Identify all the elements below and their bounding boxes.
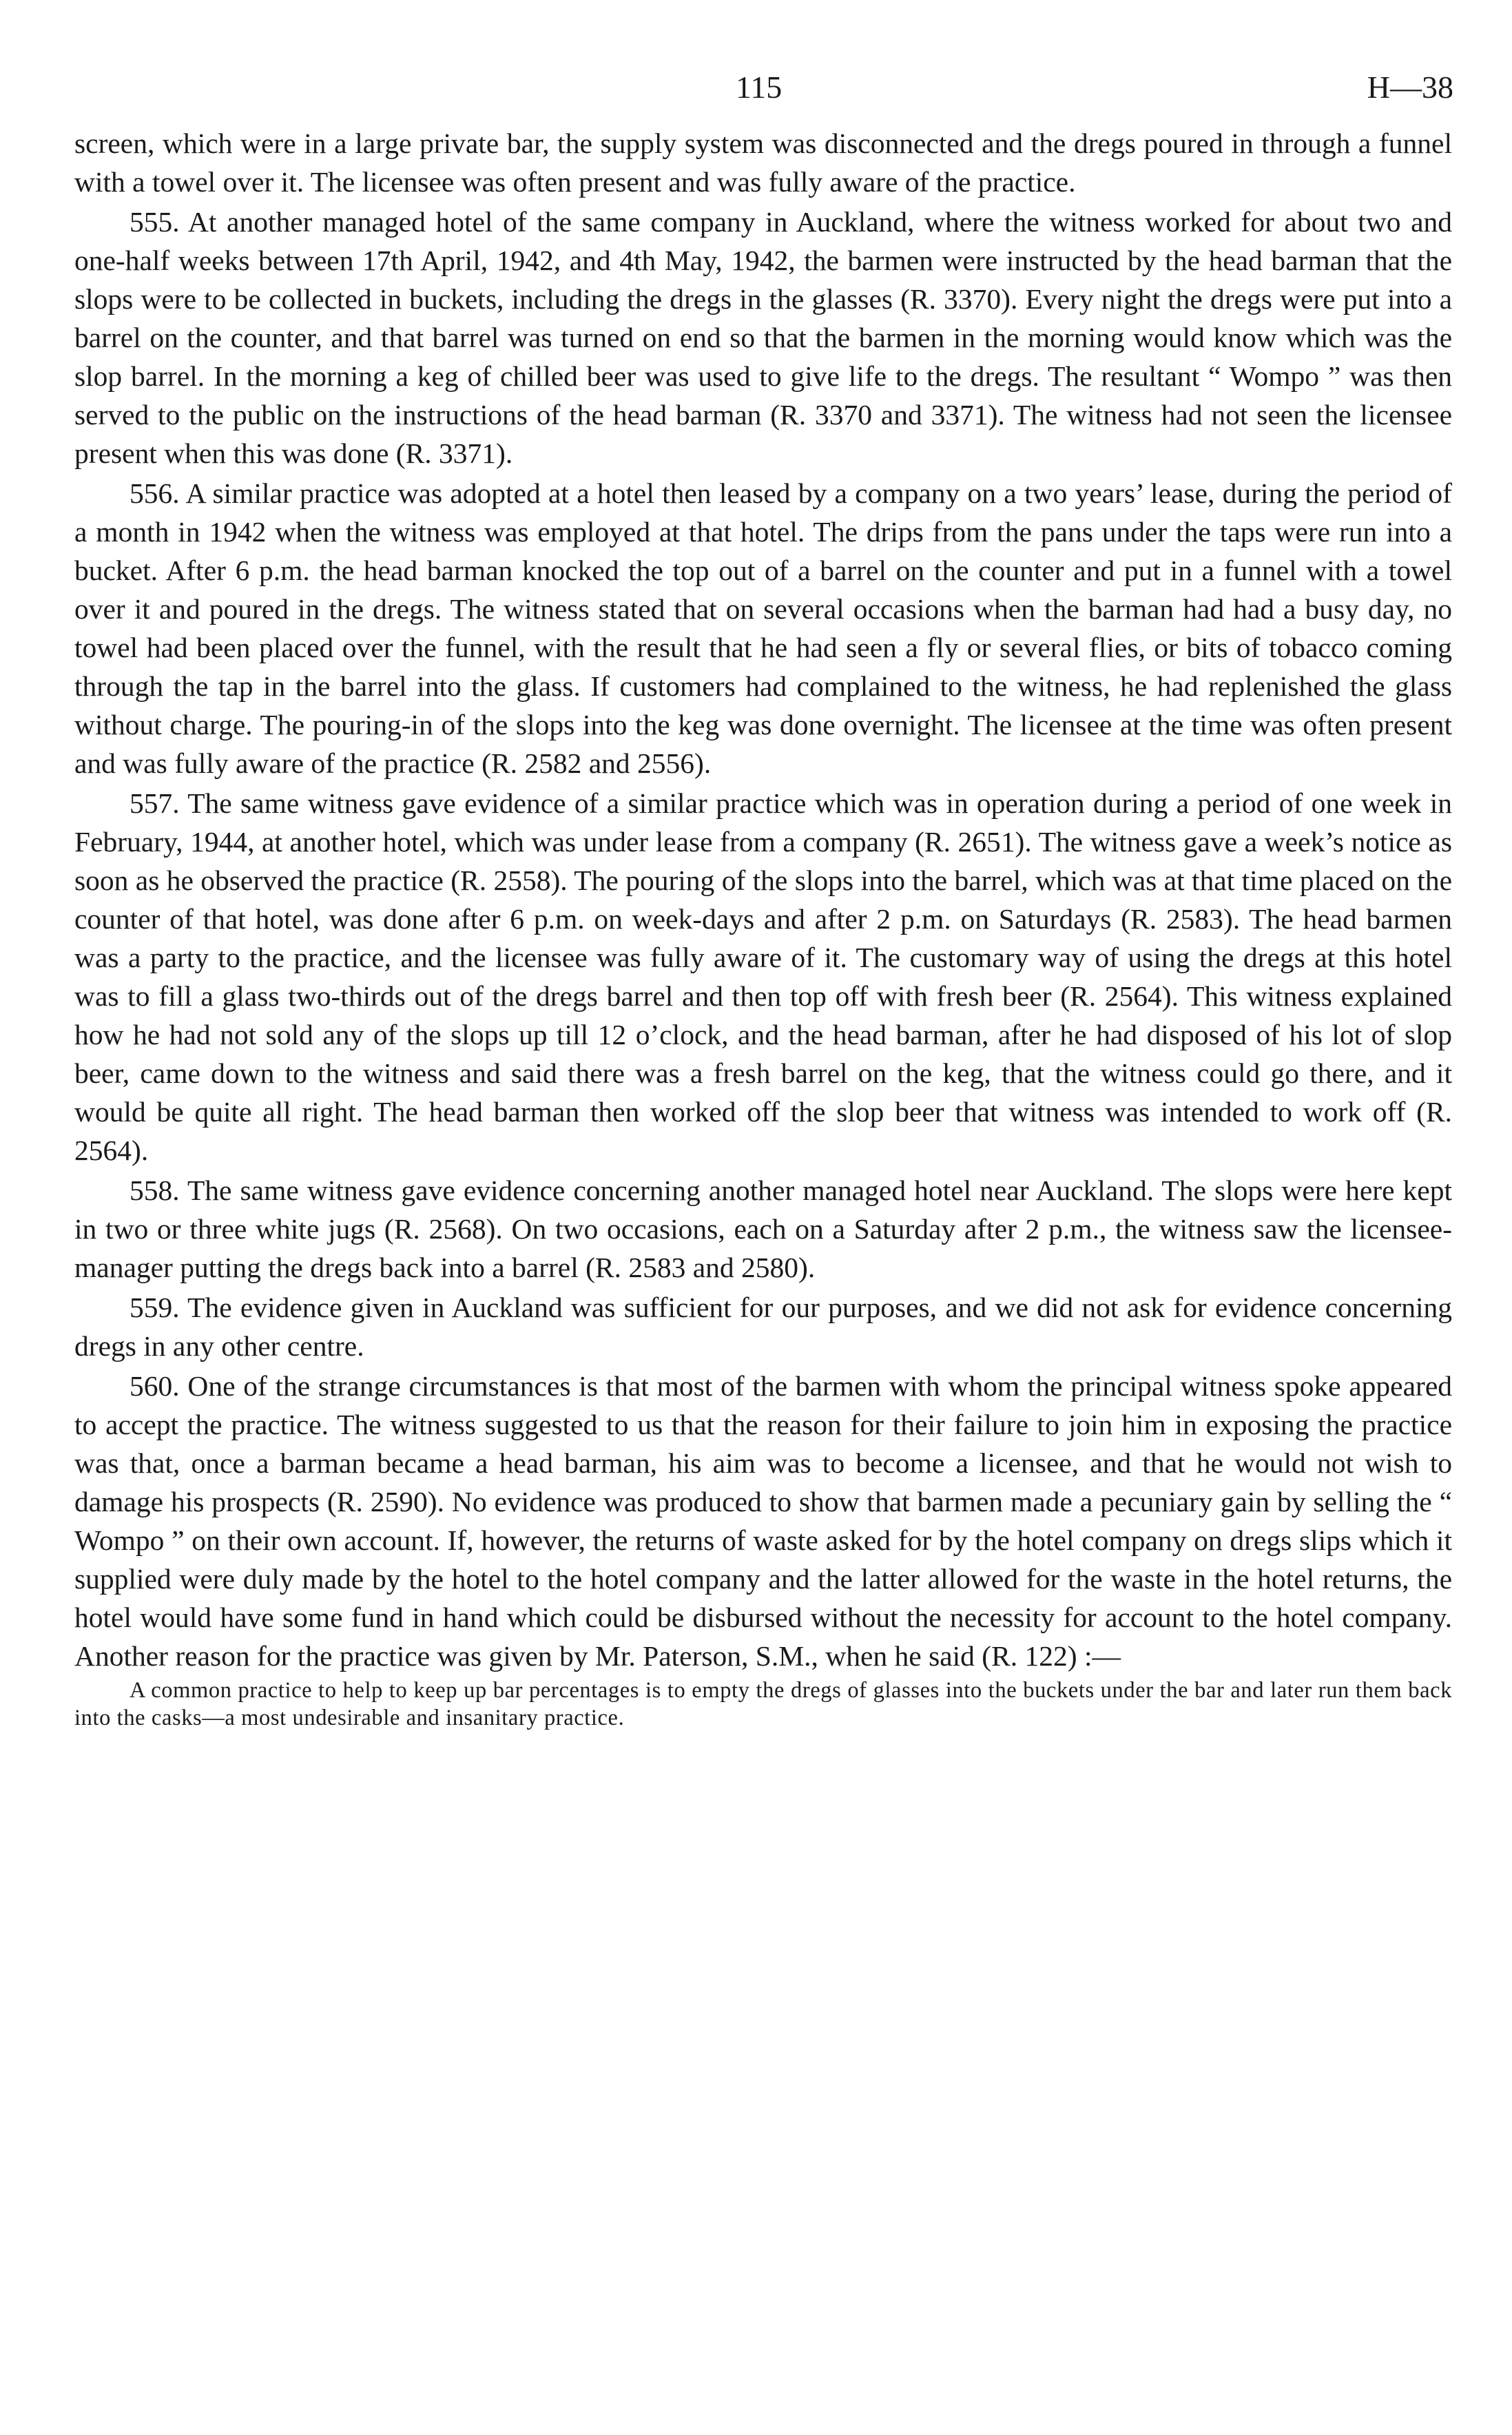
paragraph-556: 556. A similar practice was adopted at a hotel then leased by a company on a two years’ lease, during the period of a month in 1942 when the witness was employed at that hotel. The drips from the pans under the taps were run into a bucket. After 6 p.m. the head barman knocked the top out of a barrel on the counter and put in a funnel with a towel over it and poured in the dregs. The witness stated that on several occasions when the barman had had a busy day, no towel had been placed over the funnel, with the result that he had seen a fly or several flies, or bits of tobacco coming through the tap in the barrel into the glass. If customers had complained to the witness, he had replenished the glass without charge. The pouring-in of the slops into the keg was done overnight. The licensee at the time was often present and was fully aware of the practice (R. 2582 and 2556). [74, 477, 1452, 779]
page-number: 115 [736, 70, 783, 105]
paragraph-559: 559. The evidence given in Auckland was sufficient for our purposes, and we did not ask for evidence concerning dregs in any other centre. [74, 1292, 1452, 1362]
paragraph-continued: screen, which were in a large private bar, the supply system was disconnected and the dregs poured in through a funnel with a towel over it. The licensee was often present and was fully aware of the practice. [74, 127, 1452, 198]
paragraph-557: 557. The same witness gave evidence of a similar practice which was in operation during a period of one week in February, 1944, at another hotel, which was under lease from a company (R. 2651). The witness gave a week’s notice as soon as he observed the practice (R. 2558). The pouring of the slops into the barrel, which was at that time placed on the counter of that hotel, was done after 6 p.m. on week-days and after 2 p.m. on Saturdays (R. 2583). The head barmen was a party to the practice, and the licensee was fully aware of it. The customary way of using the dregs at this hotel was to fill a glass two-thirds out of the dregs barrel and then top off with fresh beer (R. 2564). This witness explained how he had not sold any of the slops up till 12 o’clock, and the head barman, after he had disposed of his lot of slop beer, came down to the witness and said there was a fresh barrel on the keg, that the witness could go there, and it would be quite all right. The head barman then worked off the slop beer that witness was intended to work off (R. 2564). [74, 787, 1452, 1166]
block-quote: A common practice to help to keep up bar percentages is to empty the dregs of glasses into the buckets under the bar and later run them back into the casks—a most undesirable and insanitary practice. [74, 1678, 1452, 1730]
body-text [74, 124, 1452, 1675]
document-reference: H—38 [1367, 70, 1453, 105]
page-header [74, 69, 1452, 124]
paragraph-558: 558. The same witness gave evidence concerning another managed hotel near Auckland. The slops were here kept in two or three white jugs (R. 2568). On two occasions, each on a Saturday after 2 p.m., the witness saw the licensee-manager putting the dregs back into a barrel (R. 2583 and 2580). [74, 1174, 1452, 1283]
document-page [74, 69, 1452, 1732]
paragraph-560: 560. One of the strange circumstances is that most of the barmen with whom the principal witness spoke appeared to accept the practice. The witness suggested to us that the reason for their failure to join him in exposing the practice was that, once a barman became a head barman, his aim was to become a licensee, and that he would not wish to damage his prospects (R. 2590). No evidence was produced to show that barmen made a pecuniary gain by selling the “ Wompo ” on their own account. If, however, the returns of waste asked for by the hotel company on dregs slips which it supplied were duly made by the hotel to the hotel company and the latter allowed for the waste in the hotel returns, the hotel would have some fund in hand which could be disbursed without the necessity for account to the hotel company. Another reason for the practice was given by Mr. Paterson, S.M., when he said (R. 122) :— [74, 1370, 1452, 1672]
paragraph-555: 555. At another managed hotel of the same company in Auckland, where the witness worked for about two and one-half weeks between 17th April, 1942, and 4th May, 1942, the barmen were instructed by the head barman that the slops were to be collected in buckets, including the dregs in the glasses (R. 3370). Every night the dregs were put into a barrel on the counter, and that barrel was turned on end so that the barmen in the morning would know which was the slop barrel. In the morning a keg of chilled beer was used to give life to the dregs. The resultant “ Wompo ” was then served to the public on the instructions of the head barman (R. 3370 and 3371). The witness had not seen the licensee present when this was done (R. 3371). [74, 206, 1452, 469]
